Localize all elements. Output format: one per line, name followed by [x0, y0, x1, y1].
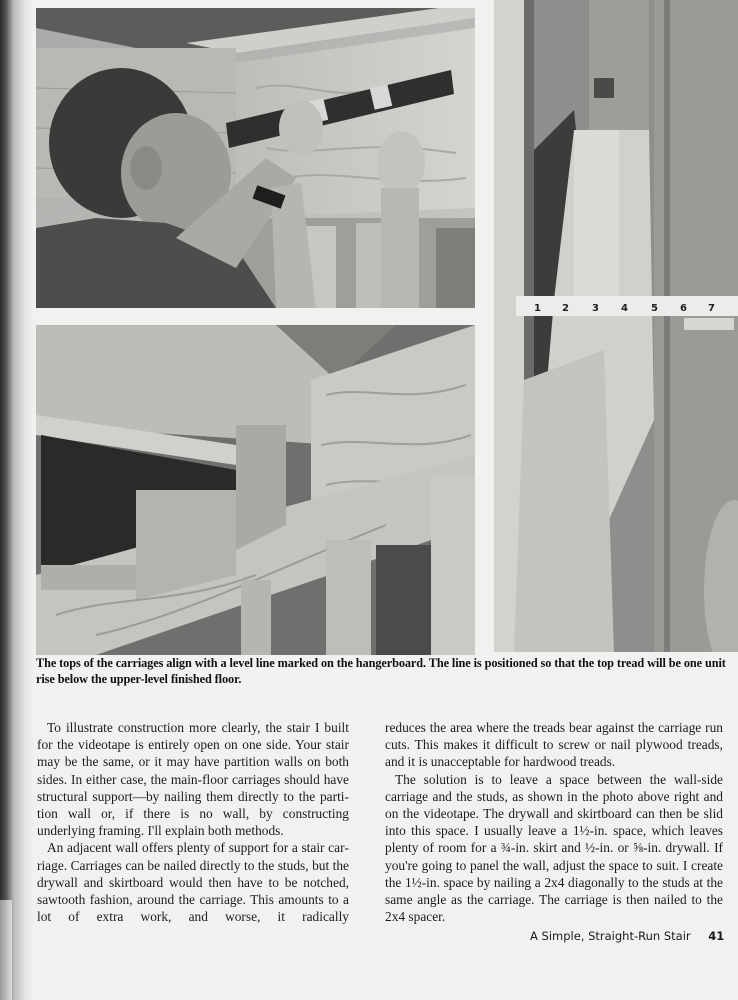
photo-spacer-image	[494, 0, 738, 652]
photo-stair-carriage	[36, 325, 475, 655]
tape-mark-1: 1	[534, 303, 541, 314]
book-spine-shadow	[0, 0, 34, 1000]
tape-mark-2: 2	[562, 303, 569, 314]
tape-mark-5: 5	[651, 303, 658, 314]
tape-mark-6: 6	[680, 303, 687, 314]
figure-caption: The tops of the carriages align with a level line marked on the hangerboard. The line is positioned so that the top tread will be one unit rise below the upper-level finished floor.	[36, 656, 726, 686]
tape-mark-3: 3	[592, 303, 599, 314]
body-paragraph: An adjacent wall offers plenty of support for a stair carriage. Carriages can be nailed directly to the studs, but the drywall and skirtboard would then have to be notched, sawtooth fashion, around the carriage. This amounts to a lot of extra work, and worse, it radically	[37, 840, 349, 925]
running-title: A Simple, Straight-Run Stair	[530, 929, 691, 943]
book-spine-lower	[0, 900, 12, 1000]
tape-mark-4: 4	[621, 303, 628, 314]
body-paragraph: reduces the area where the treads bear against the carriage run cuts. This makes it difficult to screw or nail plywood treads, and it is unacceptable for hardwood treads.	[385, 720, 723, 770]
body-column-left	[37, 719, 349, 925]
tape-mark-7: 7	[708, 303, 715, 314]
page-number: 41	[708, 929, 725, 943]
body-column-right	[385, 719, 723, 925]
running-footer	[530, 929, 724, 943]
photo-leveling-hangerboard	[36, 8, 475, 308]
photo-leveling-image	[36, 8, 475, 308]
photo-carriage-image	[36, 325, 475, 655]
photo-wall-side-spacer	[494, 0, 738, 652]
body-paragraph: The solution is to leave a space between the wall-side carriage and the studs, as shown in the photo above right and on the videotape. The drywall and skirtboard can then be slid into this space. I usually leave a 1½-in. space, which leaves plenty of room for a ¾-in. skirt and ½-in. or ⅝-in. drywall. If you're going to panel the wall, adjust the space to suit. I create the 1½-in. space by nailing a 2x4 diagonally to the studs at the same angle as the carriage. The carriage is then nailed to the 2x4 spacer.	[385, 771, 723, 925]
body-paragraph: To illustrate construction more clearly, the stair I built for the videotape is entirely open on one side. Your stair may be the same, or it may have partition walls on both sides. In either case, the main-floor carriages should have structural support—by nailing them directly to the partition wall or, if there is no wall, by constructing underlying framing. I'll explain both methods.	[37, 720, 349, 839]
